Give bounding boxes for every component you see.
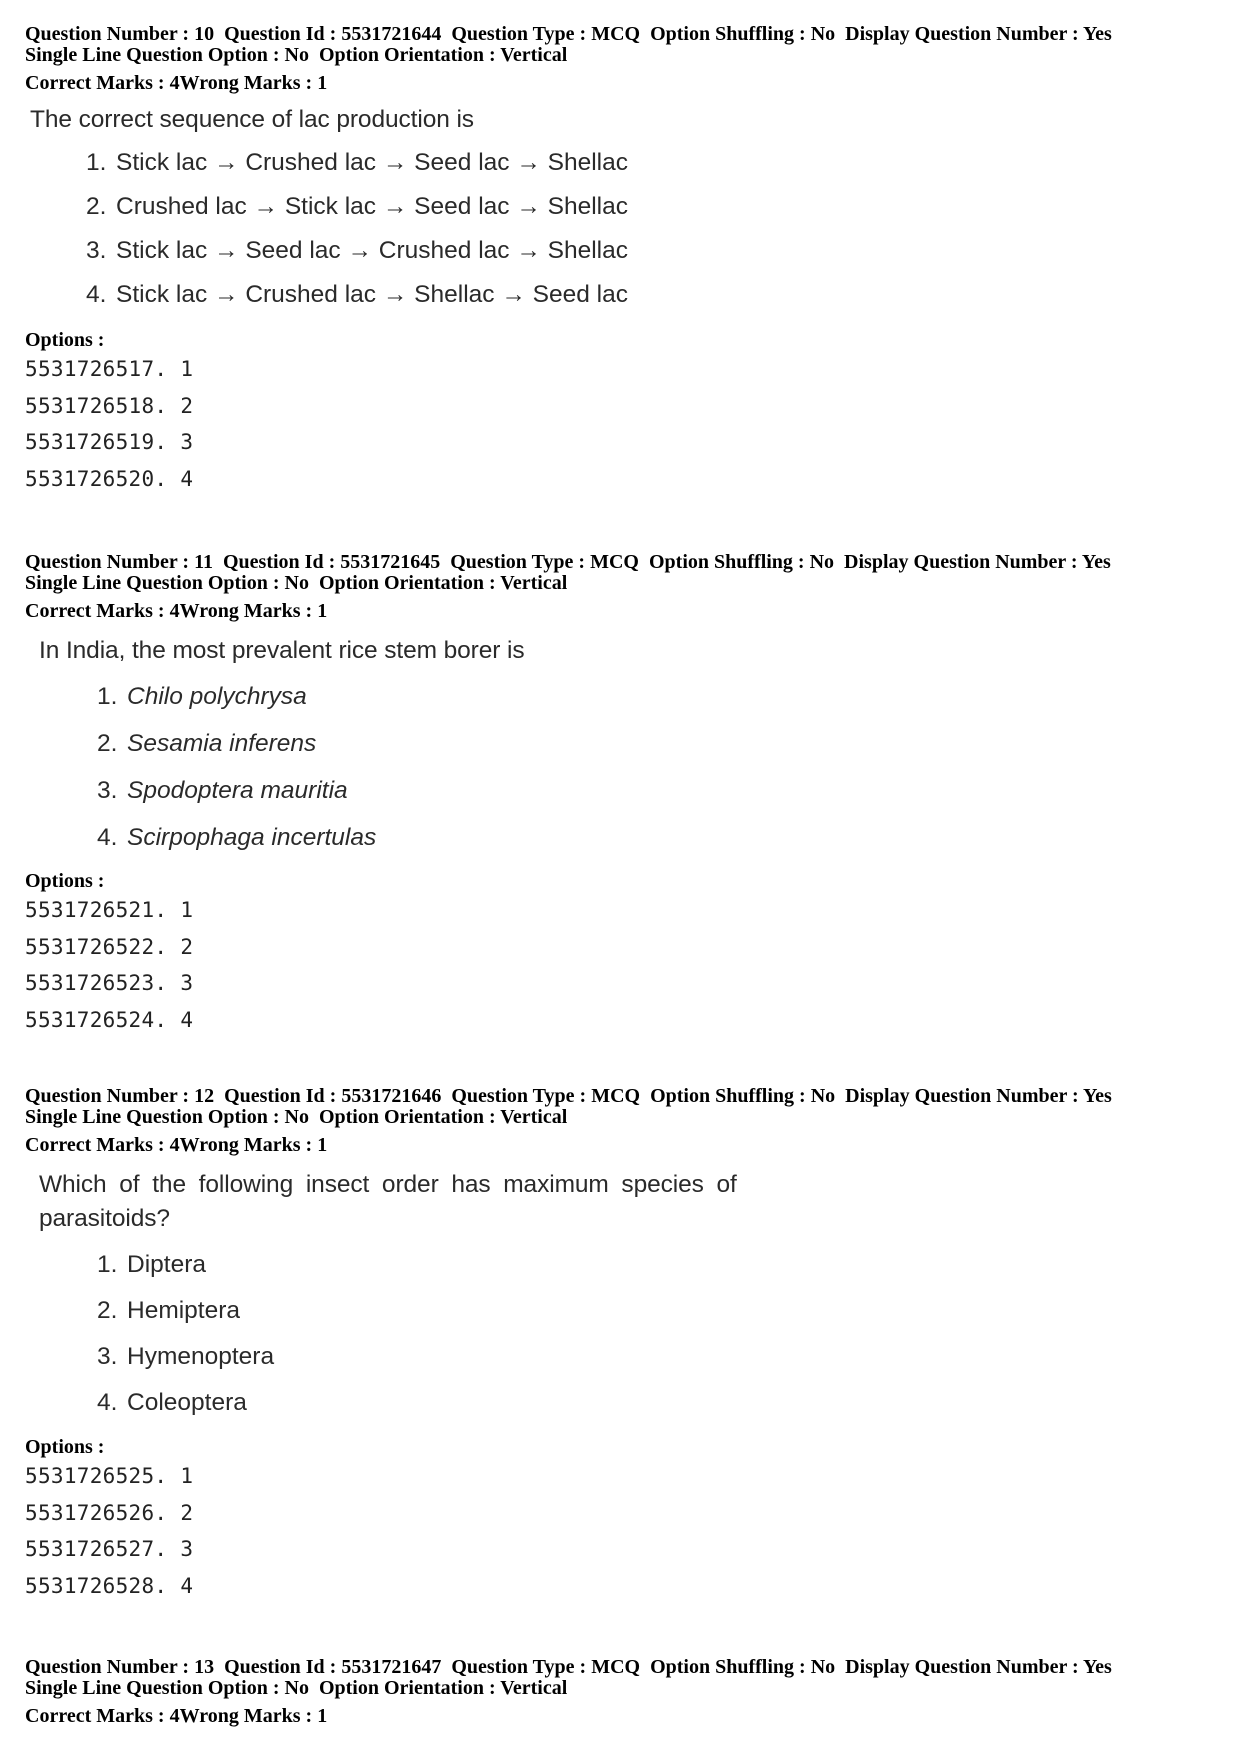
- display-question-number: Yes: [1082, 1085, 1112, 1107]
- options-label: Options :: [25, 870, 105, 892]
- choice-item: 4. Stick lac → Crushed lac → Shellac → Seed lac: [86, 281, 628, 308]
- option-shuffling: No: [810, 1656, 836, 1678]
- option-row: 5531726520. 4: [25, 466, 194, 491]
- option-row: 5531726523. 3: [25, 971, 194, 995]
- label-single-line-question-option: Single Line Question Option :: [25, 44, 280, 66]
- single-line-question-option: No: [284, 572, 309, 594]
- option-row: 5531726517. 1: [25, 357, 194, 381]
- option-orientation: Vertical: [500, 1677, 568, 1699]
- option-row: 5531726521. 1: [25, 898, 194, 922]
- question-meta-line-2: Single Line Question Option : No Option Orientation : Vertical: [25, 572, 568, 594]
- question-meta-line-1: Question Number : 11 Question Id : 5531721645 Question Type : MCQ Option Shuffling : No Display Question Number : Yes: [25, 551, 1111, 573]
- choice-item: 4. Scirpophaga incertulas: [97, 824, 377, 851]
- option-list: [25, 351, 1215, 497]
- question-meta-line-2: Single Line Question Option : No Option Orientation : Vertical: [25, 1677, 568, 1699]
- choice-item: 3. Stick lac → Seed lac → Crushed lac → Shellac: [86, 237, 628, 264]
- single-line-question-option: No: [284, 44, 309, 66]
- options-label: Options :: [25, 1436, 105, 1458]
- choice-item: 2. Crushed lac → Stick lac → Seed lac → Shellac: [86, 193, 628, 220]
- question-block-11: [25, 552, 1215, 1038]
- question-image: [39, 634, 1215, 861]
- single-line-question-option: No: [284, 1106, 309, 1128]
- label-question-id: Question Id :: [224, 23, 337, 45]
- choice-item: 3. Spodoptera mauritia: [97, 777, 348, 804]
- question-type: MCQ: [591, 1085, 641, 1107]
- correct-marks: 4: [169, 72, 180, 94]
- choice-item: 3. Hymenoptera: [97, 1343, 275, 1370]
- label-wrong-marks: Wrong Marks :: [179, 72, 313, 94]
- question-number: 12: [194, 1085, 215, 1107]
- question-id: 5531721645: [340, 551, 441, 573]
- label-display-question-number: Display Question Number :: [845, 23, 1079, 45]
- option-row: 5531726525. 1: [25, 1464, 194, 1488]
- marks-line: Correct Marks : 4Wrong Marks : 1: [25, 600, 328, 622]
- question-block-13: [25, 1657, 1215, 1727]
- choice-list: [97, 1242, 1215, 1426]
- correct-marks: 4: [169, 600, 180, 622]
- question-stem: In India, the most prevalent rice stem borer is: [39, 637, 525, 664]
- option-list: [25, 1458, 1215, 1604]
- question-meta-line-1: [25, 24, 1215, 45]
- question-number: 13: [194, 1656, 215, 1678]
- question-meta-line-2: [25, 45, 1215, 66]
- question-number: 10: [194, 23, 215, 45]
- option-row: 5531726526. 2: [25, 1500, 194, 1525]
- choice-item: 4. Coleoptera: [97, 1389, 247, 1416]
- options-label: Options :: [25, 329, 105, 351]
- choice-item: 1. Chilo polychrysa: [97, 683, 307, 710]
- correct-marks: 4: [169, 1134, 180, 1156]
- question-image: [39, 1168, 1215, 1426]
- wrong-marks: 1: [317, 600, 328, 622]
- choice-item: 2. Hemiptera: [97, 1297, 241, 1324]
- option-row: 5531726518. 2: [25, 393, 194, 418]
- option-row: 5531726524. 4: [25, 1007, 194, 1032]
- wrong-marks: 1: [317, 1705, 328, 1727]
- marks-line: Correct Marks : 4Wrong Marks : 1: [25, 1705, 328, 1727]
- question-meta-line-2: Single Line Question Option : No Option Orientation : Vertical: [25, 1106, 568, 1128]
- question-id: 5531721644: [341, 23, 442, 45]
- question-type: MCQ: [591, 23, 641, 45]
- option-row: 5531726522. 2: [25, 934, 194, 959]
- question-id: 5531721647: [341, 1656, 442, 1678]
- question-stem-line-2: parasitoids?: [39, 1205, 170, 1232]
- correct-marks: 4: [169, 1705, 180, 1727]
- option-shuffling: No: [810, 1085, 836, 1107]
- label-correct-marks: Correct Marks :: [25, 72, 165, 94]
- marks-line: [25, 72, 1215, 94]
- option-shuffling: No: [809, 551, 835, 573]
- question-type: MCQ: [590, 551, 639, 573]
- question-number: 11: [194, 551, 213, 573]
- marks-line: Correct Marks : 4Wrong Marks : 1: [25, 1134, 328, 1156]
- wrong-marks: 1: [317, 72, 328, 94]
- option-shuffling: No: [810, 23, 836, 45]
- choice-item: 2. Sesamia inferens: [97, 730, 317, 757]
- question-id: 5531721646: [341, 1085, 442, 1107]
- label-question-number: Question Number :: [25, 23, 190, 45]
- question-meta-line-1: Question Number : 12 Question Id : 5531721646 Question Type : MCQ Option Shuffling : No Display Question Number : Yes: [25, 1085, 1112, 1107]
- display-question-number: Yes: [1082, 23, 1112, 45]
- option-orientation: Vertical: [500, 1106, 568, 1128]
- option-orientation: Vertical: [500, 572, 568, 594]
- option-orientation: Vertical: [500, 44, 568, 66]
- display-question-number: Yes: [1081, 551, 1111, 573]
- label-option-orientation: Option Orientation :: [318, 44, 496, 66]
- option-row: 5531726528. 4: [25, 1573, 194, 1598]
- choice-list: [97, 673, 1215, 861]
- label-question-type: Question Type :: [451, 23, 587, 45]
- question-meta-line-1: Question Number : 13 Question Id : 5531721647 Question Type : MCQ Option Shuffling : No Display Question Number : Yes: [25, 1656, 1112, 1678]
- display-question-number: Yes: [1082, 1656, 1112, 1678]
- wrong-marks: 1: [317, 1134, 328, 1156]
- single-line-question-option: No: [284, 1677, 309, 1699]
- label-option-shuffling: Option Shuffling :: [650, 23, 806, 45]
- question-image: [30, 103, 1215, 317]
- choice-item: 1. Diptera: [97, 1251, 206, 1278]
- choice-list: [86, 141, 1215, 317]
- question-stem-line-1: Which of the following insect order has maximum species of: [39, 1171, 737, 1198]
- option-list: [25, 892, 1215, 1038]
- choice-item: 1. Stick lac → Crushed lac → Seed lac → Shellac: [86, 149, 628, 176]
- question-block-10: [25, 24, 1215, 497]
- question-stem: The correct sequence of lac production is: [30, 106, 474, 133]
- question-type: MCQ: [591, 1656, 641, 1678]
- option-row: 5531726527. 3: [25, 1537, 194, 1561]
- option-row: 5531726519. 3: [25, 430, 194, 454]
- question-block-12: [25, 1086, 1215, 1604]
